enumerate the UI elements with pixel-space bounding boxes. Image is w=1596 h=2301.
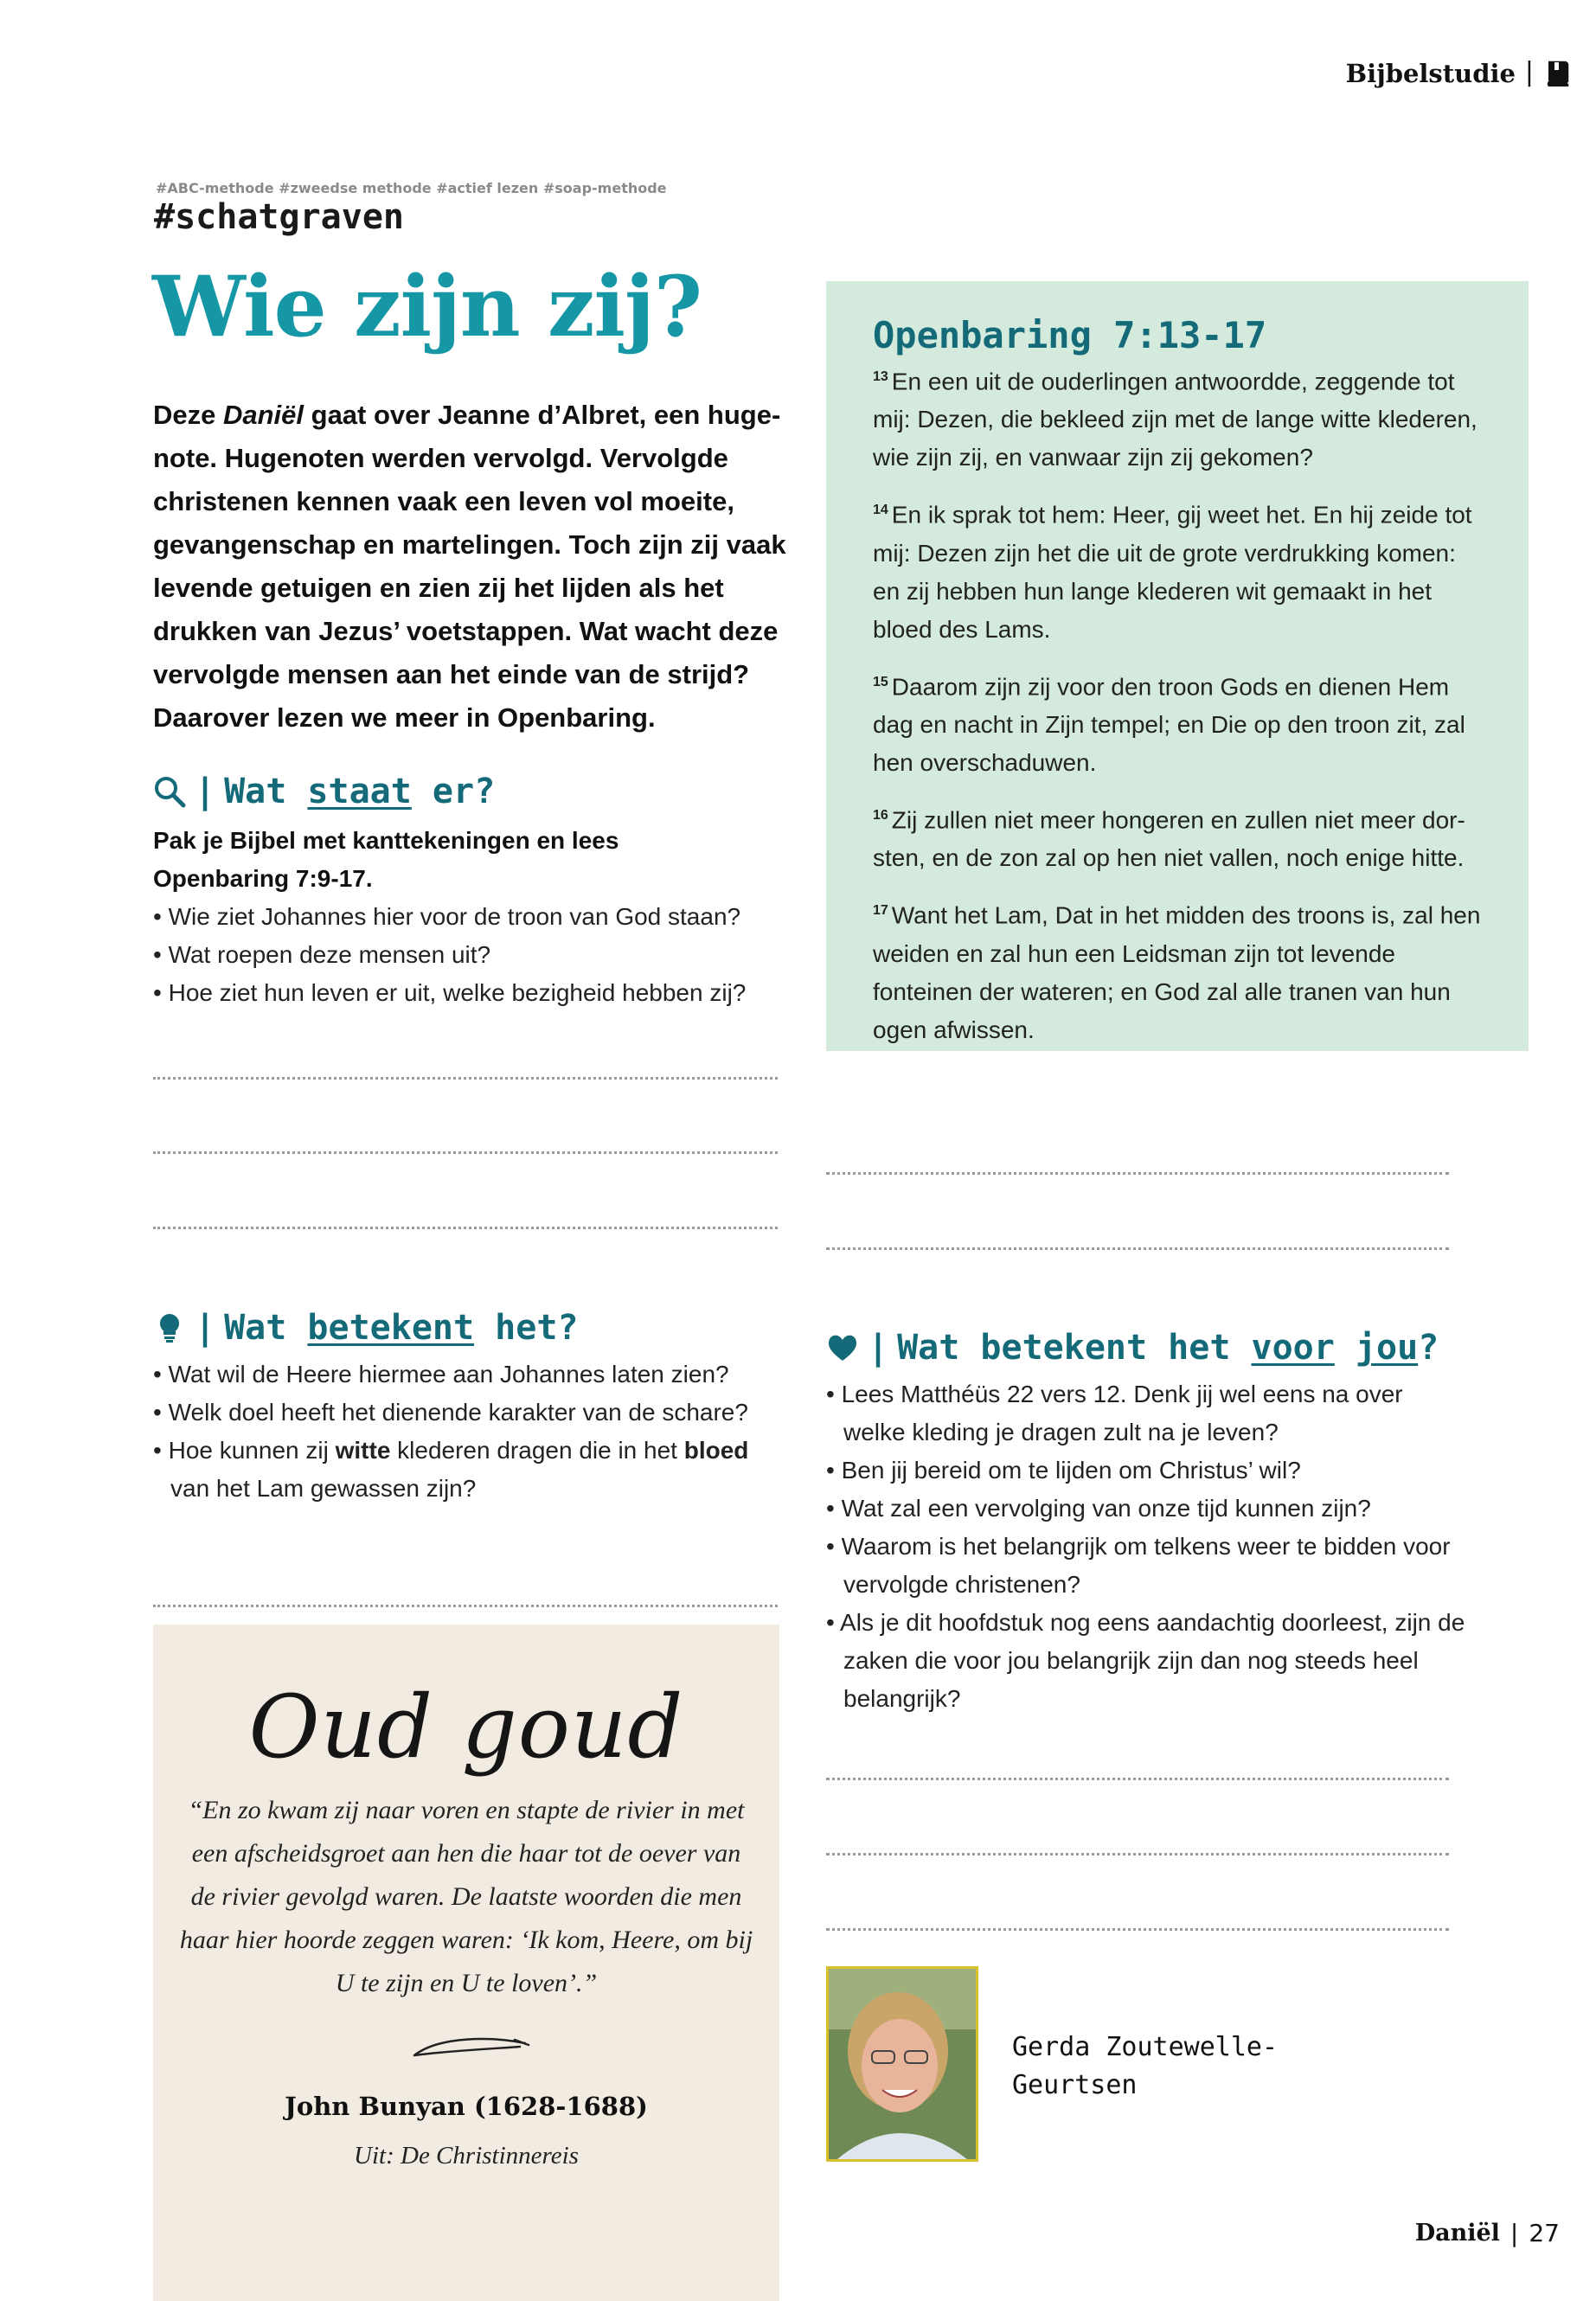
answer-line[interactable] xyxy=(153,1227,778,1229)
heading-separator: | xyxy=(868,1328,889,1368)
list-item: • Welk doel heeft het dienende karakter van de schare? xyxy=(153,1394,785,1432)
heart-icon xyxy=(826,1331,859,1364)
heading-separator: | xyxy=(195,772,216,811)
verse-number: 17 xyxy=(873,903,888,919)
answer-line[interactable] xyxy=(826,1778,1449,1780)
header-separator: | xyxy=(1524,57,1534,87)
heading-text-underlined: voor xyxy=(1251,1328,1335,1368)
question-emphasis: bloed xyxy=(683,1437,749,1464)
answer-line[interactable] xyxy=(153,1605,778,1607)
verse xyxy=(873,663,1484,782)
section1-lead: Pak je Bijbel met kanttekeningen en lees Openbaring 7:9-17. xyxy=(153,827,619,892)
scripture-box xyxy=(826,281,1529,1051)
page-footer xyxy=(1415,2219,1560,2247)
quote-author: John Bunyan (1628-1688) xyxy=(285,2092,648,2121)
heading-text-post: er? xyxy=(411,772,496,811)
oud-goud-box xyxy=(153,1625,779,2301)
list-item: • Lees Matthéüs 22 vers 12. Denk jij wel eens na over welke kleding je dragen zult na je leven? xyxy=(826,1375,1466,1452)
flourish-ornament xyxy=(404,2029,534,2064)
footer-separator: | xyxy=(1509,2219,1519,2247)
heading-text-underlined: staat xyxy=(307,772,412,811)
list-item: • Wat wil de Heere hiermee aan Johannes laten zien? xyxy=(153,1356,785,1394)
scripture-title: Openbaring 7:13-17 xyxy=(873,314,1267,356)
oud-goud-heading: Oud goud xyxy=(248,1676,684,1778)
heading-text-post: het? xyxy=(474,1308,579,1348)
oud-goud-quote: “En zo kwam zij naar voren en stapte de rivier in met een afscheidsgroet aan hen die haar tot de oever van de rivier gevolgd waren. De laatste woorden die men haar hier hoorde zeggen waren: ‘Ik kom, Heere, om bij U te zijn en U te loven’.” xyxy=(179,1796,753,1997)
list-item: • Ben jij bereid om te lijden om Christus’ wil? xyxy=(826,1452,1466,1490)
list-item xyxy=(153,1432,785,1508)
section-heading-staat xyxy=(153,772,495,811)
author-name-line: Geurtsen xyxy=(1012,2070,1138,2100)
intro-paragraph xyxy=(153,394,793,740)
page-title: Wie zijn zij? xyxy=(152,258,702,356)
heading-text-space xyxy=(1335,1328,1356,1368)
verse-number: 16 xyxy=(873,807,888,823)
quote-source: Uit: De Christinnereis xyxy=(354,2142,579,2170)
heading-text-underlined: betekent xyxy=(307,1308,475,1348)
verse-number: 13 xyxy=(873,369,888,384)
intro-text: Deze xyxy=(153,400,223,430)
section-title: Bijbelstudie xyxy=(1345,59,1516,88)
verse xyxy=(873,797,1484,877)
heading-text-post: ? xyxy=(1418,1328,1439,1368)
question-text: klederen dragen die in het xyxy=(390,1437,684,1464)
section-heading-voor-jou xyxy=(826,1328,1439,1368)
verse-text: En ik sprak tot hem: Heer, gij weet het. En hij zeide tot mij: Dezen zijn het die uit de grote verdrukking komen: en zij hebben hun lange klederen wit gemaakt in het bloed des Lams. xyxy=(873,501,1472,643)
tag-list: #ABC-methode #zweedse methode #actief lezen #soap-methode xyxy=(156,180,667,196)
verse-number: 14 xyxy=(873,503,888,518)
section2-questions xyxy=(153,1356,785,1508)
hashtag-label: #schatgraven xyxy=(154,197,404,237)
heading-text xyxy=(224,772,495,811)
book-icon xyxy=(1546,61,1570,87)
question-emphasis: witte xyxy=(335,1437,391,1464)
answer-line[interactable] xyxy=(153,1151,778,1154)
answer-line[interactable] xyxy=(826,1247,1449,1250)
question-text: van het Lam gewassen zijn? xyxy=(170,1475,477,1502)
heading-text-pre: Wat xyxy=(224,772,308,811)
search-icon xyxy=(153,775,186,808)
author-name xyxy=(1012,2029,1278,2105)
verse xyxy=(873,358,1484,477)
verse-number: 15 xyxy=(873,674,888,689)
section3-questions xyxy=(826,1375,1466,1718)
author-photo xyxy=(826,1966,978,2162)
heading-separator: | xyxy=(195,1308,216,1348)
list-item: • Waarom is het belangrijk om telkens weer te bidden voor vervolgde christenen? xyxy=(826,1528,1466,1604)
verse-text: Zij zullen niet meer hongeren en zullen niet meer dorsten, en de zon zal op hen niet vallen, noch enige hitte. xyxy=(873,806,1465,872)
answer-line[interactable] xyxy=(826,1172,1449,1175)
list-item: • Wat roepen deze mensen uit? xyxy=(153,936,785,974)
answer-line[interactable] xyxy=(826,1853,1449,1856)
page-number: 27 xyxy=(1529,2219,1560,2247)
question-text: Hoe kunnen zij xyxy=(168,1437,336,1464)
heading-text xyxy=(897,1328,1439,1368)
intro-magazine-name: Daniël xyxy=(222,400,304,430)
section1-questions xyxy=(153,898,785,1012)
heading-text-underlined: jou xyxy=(1355,1328,1419,1368)
heading-text xyxy=(224,1308,578,1348)
author-portrait xyxy=(829,1969,976,2159)
section-heading-betekent xyxy=(153,1308,579,1348)
lightbulb-icon xyxy=(153,1311,186,1344)
answer-line[interactable] xyxy=(153,1077,778,1080)
list-item: • Wie ziet Johannes hier voor de troon van God staan? xyxy=(153,898,785,936)
heading-text-pre: Wat betekent het xyxy=(897,1328,1252,1368)
list-item: • Wat zal een vervolging van onze tijd kunnen zijn? xyxy=(826,1490,1466,1528)
verse xyxy=(873,892,1484,1048)
magazine-name: Daniël xyxy=(1414,2220,1500,2247)
verse-text: Daarom zijn zij voor den troon Gods en dienen Hem dag en nacht in Zijn tempel; en Die op den troon zit, zal hen overschaduwen. xyxy=(873,672,1465,776)
answer-line[interactable] xyxy=(826,1928,1449,1931)
intro-text-rest: gaat over Jeanne d’Albret, een hugenote. Hugenoten werden vervolgd. Vervolgde christenen kennen vaak een leven vol moeite, gevangenschap en martelingen. Toch zijn zij vaak levende getuigen en zien zij het lijden als het drukken van Jezus’ voetstappen. Wat wacht deze vervolgde mensen aan het einde van de strijd? Daarover lezen we meer in Openbaring. xyxy=(153,400,786,733)
verse-text: Want het Lam, Dat in het midden des troons is, zal hen weiden en zal hun een Leidsman zijn tot levende fonteinen der wateren; en God zal alle tranen van hun ogen afwissen. xyxy=(873,901,1481,1043)
heading-text-pre: Wat xyxy=(224,1308,308,1348)
verse-text: En een uit de ouderlingen antwoordde, zeggende tot mij: Dezen, die bekleed zijn met de lange witte klederen, wie zijn zij, en vanwaar zijn zij gekomen? xyxy=(873,368,1477,471)
verse xyxy=(873,491,1484,648)
author-name-line: Gerda Zoutewelle- xyxy=(1012,2032,1279,2062)
list-item: • Als je dit hoofdstuk nog eens aandachtig doorleest, zijn de zaken die voor jou belangrijk zijn dan nog steeds heel belangrijk? xyxy=(826,1604,1466,1718)
list-item: • Hoe ziet hun leven er uit, welke bezigheid hebben zij? xyxy=(153,974,785,1012)
